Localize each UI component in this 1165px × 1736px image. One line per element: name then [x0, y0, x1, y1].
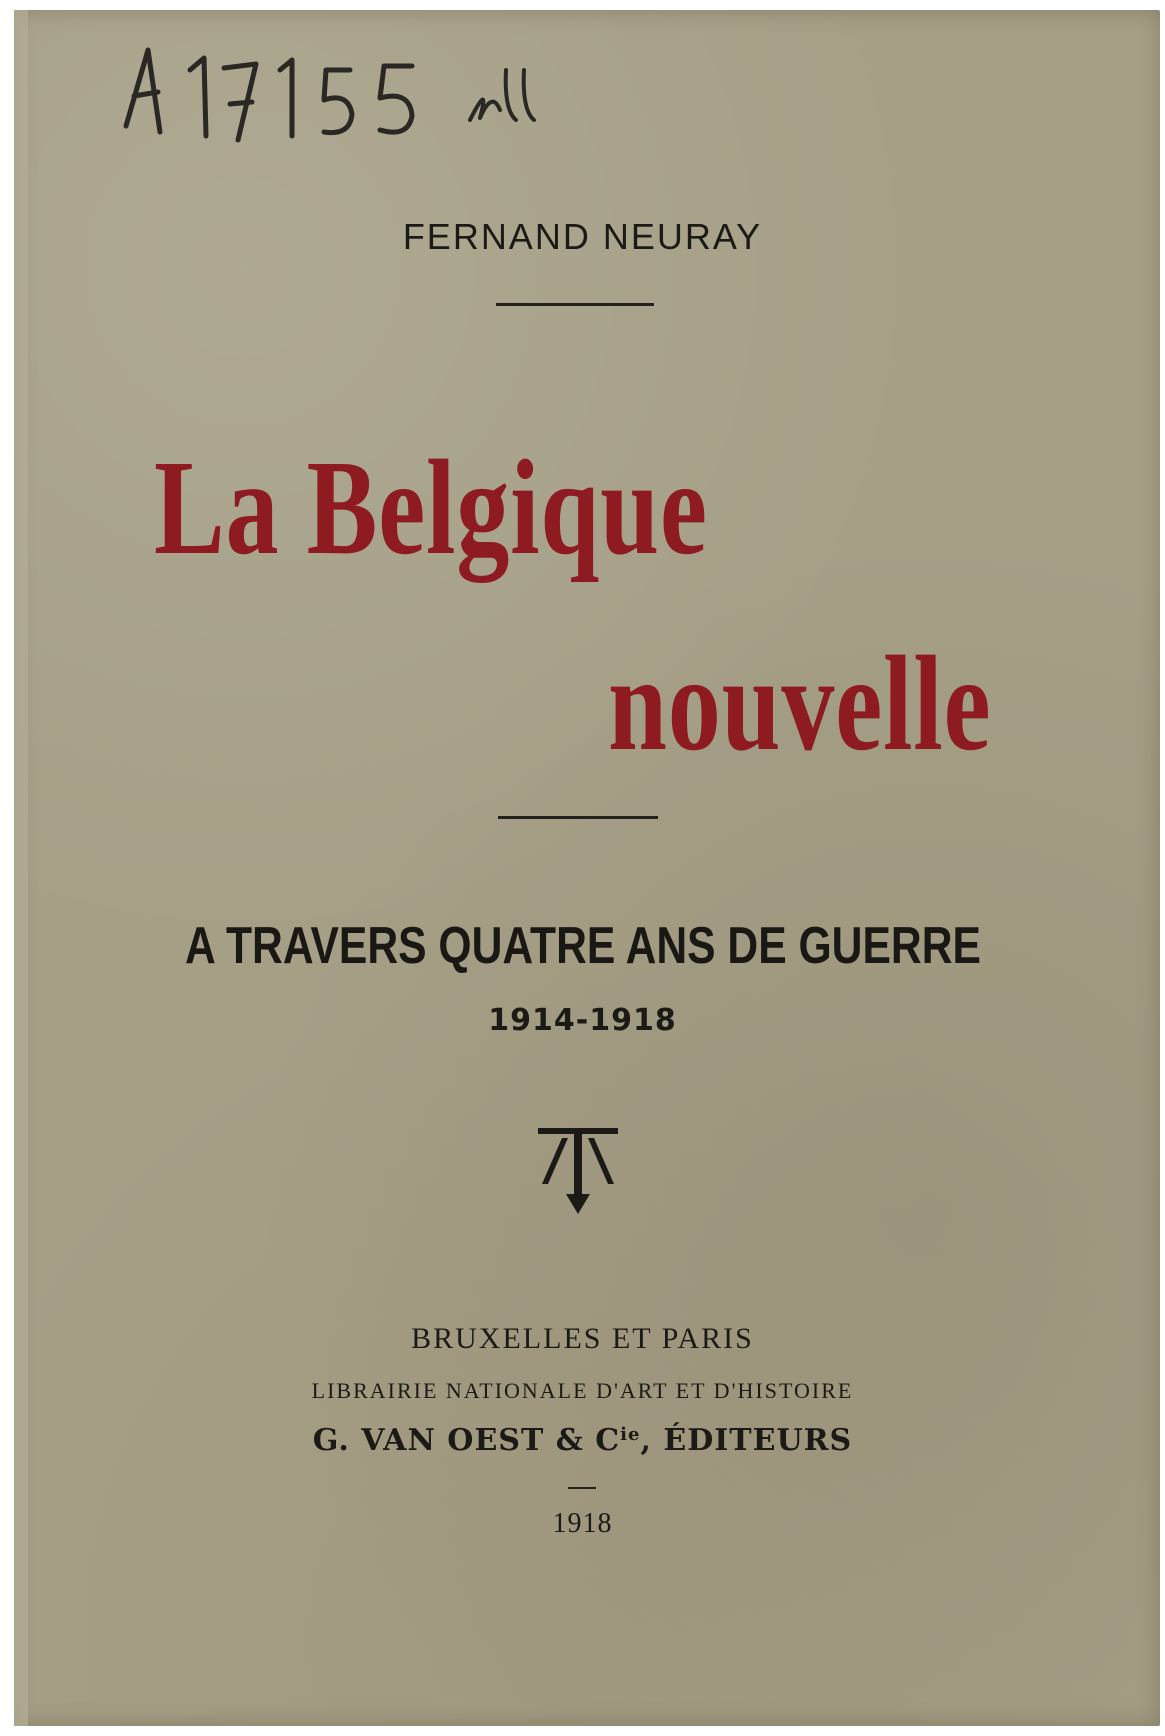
publisher-main: G. VAN OEST & C	[312, 1423, 621, 1458]
book-cover	[14, 10, 1160, 1726]
publisher-emblem-icon	[532, 1124, 624, 1216]
divider-rule	[498, 816, 658, 819]
author-name: FERNAND NEURAY	[402, 216, 763, 257]
divider-rule	[496, 303, 654, 306]
library-name: LIBRAIRIE NATIONALE D'ART ET D'HISTOIRE	[311, 1378, 854, 1403]
publisher-superscript: ie	[620, 1424, 641, 1445]
title-line-2: nouvelle	[608, 629, 992, 779]
handwritten-shelfmark	[120, 40, 600, 160]
publication-place: BRUXELLES ET PARIS	[411, 1322, 754, 1355]
years-range: 1914-1918	[488, 1003, 677, 1038]
title-line-1: La Belgique	[154, 433, 708, 583]
publisher-name	[0, 1423, 1165, 1458]
divider-rule-small	[568, 1487, 596, 1489]
publisher-tail: , ÉDITEURS	[640, 1423, 853, 1458]
publication-year: 1918	[552, 1508, 613, 1539]
cover-spine-edge	[14, 10, 28, 1726]
subtitle: A TRAVERS QUATRE ANS DE GUERRE	[184, 917, 981, 975]
